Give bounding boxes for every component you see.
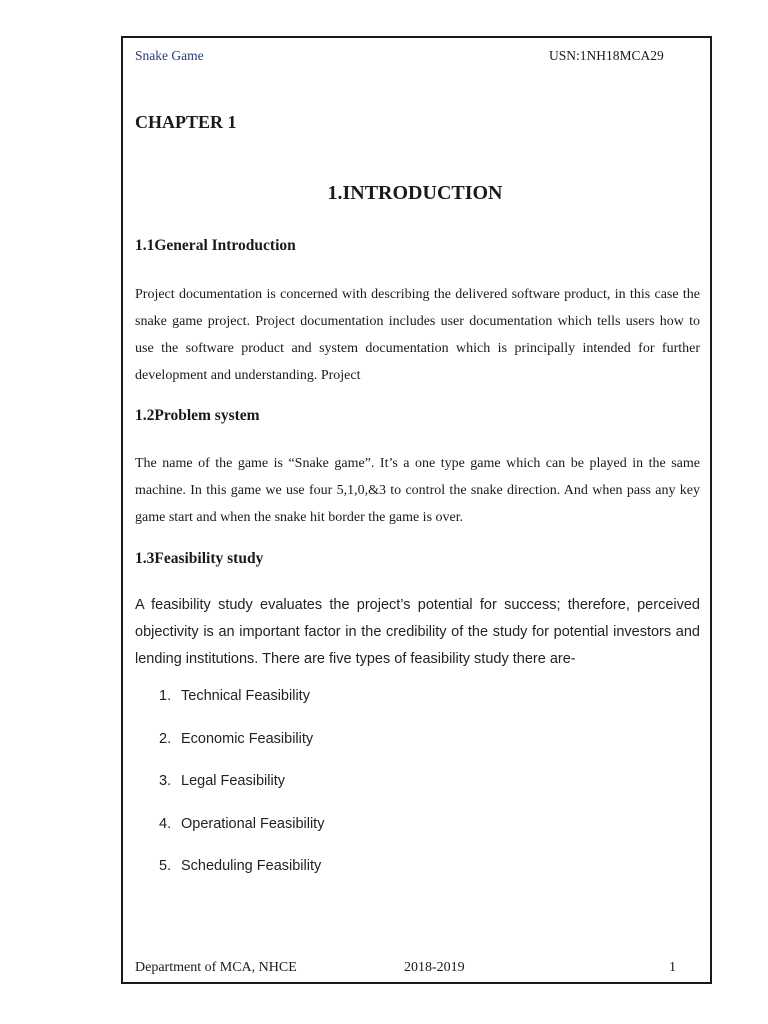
list-item-number: 2. <box>159 730 172 747</box>
header-project-name: Snake Game <box>135 48 204 63</box>
paragraph-problem-system: The name of the game is “Snake game”. It’s a one type game which can be played in the same machine. In this game we use four 5,1,0,&3 to control the snake direction. And when pass any key game start and when the snake hit border the game is over. <box>135 456 700 525</box>
list-item <box>159 773 324 816</box>
list-item-label: Legal Feasibility <box>181 773 285 789</box>
list-item-number: 3. <box>159 773 172 789</box>
list-item <box>159 816 324 859</box>
list-item-number: 1. <box>159 688 172 704</box>
footer-academic-year: 2018-2019 <box>404 960 465 975</box>
page-title: 1.INTRODUCTION <box>327 182 503 204</box>
paragraph-general-introduction: Project documentation is concerned with describing the delivered software product, in this case the snake game project. Project documentation includes user documentation which tells users how to use the software product and system documentation which is principally intended for further development and understanding. Project <box>135 287 700 383</box>
feasibility-list <box>159 688 324 901</box>
paragraph-feasibility-study: A feasibility study evaluates the project’s potential for success; therefore, perceived objectivity is an important factor in the credibility of the study for potential investors and lending institutions. There are five types of feasibility study there are- <box>135 597 700 667</box>
list-item <box>159 858 324 901</box>
list-item <box>159 688 324 731</box>
list-item-number: 4. <box>159 815 172 832</box>
header-usn: USN:1NH18MCA29 <box>549 48 664 63</box>
footer-page-number: 1 <box>669 960 676 975</box>
list-item-number: 5. <box>159 858 172 874</box>
list-item <box>159 731 324 774</box>
section-heading-feasibility-study: 1.3Feasibility study <box>135 550 264 567</box>
section-heading-general-introduction: 1.1General Introduction <box>135 237 296 254</box>
list-item-label: Scheduling Feasibility <box>181 858 322 874</box>
list-item-label: Operational Feasibility <box>181 815 325 832</box>
chapter-heading: CHAPTER 1 <box>135 112 237 132</box>
section-heading-problem-system: 1.2Problem system <box>135 407 260 424</box>
list-item-label: Technical Feasibility <box>181 688 310 704</box>
list-item-label: Economic Feasibility <box>181 730 314 747</box>
footer-department: Department of MCA, NHCE <box>135 960 297 975</box>
